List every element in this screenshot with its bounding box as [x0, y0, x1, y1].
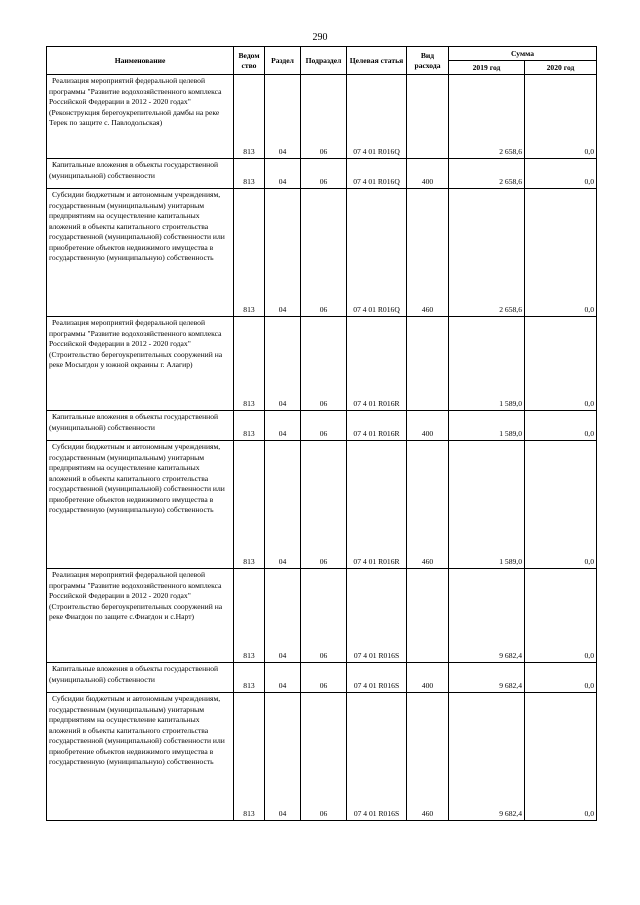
row-expense-type: 400 — [407, 411, 449, 441]
row-sum-2019: 2 658,6 — [449, 75, 525, 159]
table-row — [47, 189, 597, 317]
row-razdel: 04 — [265, 441, 301, 569]
row-podrazdel: 06 — [301, 159, 347, 189]
row-target: 07 4 01 R016R — [347, 411, 407, 441]
row-sum-2019: 1 589,0 — [449, 411, 525, 441]
row-target: 07 4 01 R016Q — [347, 75, 407, 159]
row-name: Капитальные вложения в объекты государственной (муниципальной) собственности — [47, 663, 234, 693]
row-razdel: 04 — [265, 569, 301, 663]
row-target: 07 4 01 R016S — [347, 693, 407, 821]
row-expense-type — [407, 75, 449, 159]
header-2020: 2020 год — [525, 61, 597, 75]
table-row — [47, 159, 597, 189]
row-target: 07 4 01 R016S — [347, 663, 407, 693]
row-podrazdel: 06 — [301, 693, 347, 821]
row-sum-2019: 9 682,4 — [449, 663, 525, 693]
header-name: Наименование — [47, 47, 234, 75]
row-vedomstvo: 813 — [234, 317, 265, 411]
row-sum-2019: 1 589,0 — [449, 441, 525, 569]
row-name: Реализация мероприятий федеральной целевой программы "Развитие водохозяйственного комплекса Российской Федерации в 2012 - 2020 годах" (Реконструкция берегоукрепительной дамбы на реке Терек по защите с. Павлодольская) — [47, 75, 234, 159]
page-number: 290 — [312, 32, 328, 43]
row-vedomstvo: 813 — [234, 75, 265, 159]
row-vedomstvo: 813 — [234, 569, 265, 663]
header-target: Целевая статья — [347, 47, 407, 75]
table-body — [47, 75, 597, 821]
table-row — [47, 693, 597, 821]
row-expense-type: 400 — [407, 159, 449, 189]
row-sum-2020: 0,0 — [525, 693, 597, 821]
row-sum-2020: 0,0 — [525, 441, 597, 569]
row-podrazdel: 06 — [301, 441, 347, 569]
row-podrazdel: 06 — [301, 569, 347, 663]
row-name: Субсидии бюджетным и автономным учреждениям, государственным (муниципальным) унитарным предприятиям на осуществление капитальных вложений в объекты капитального строительства государственной (муниципальной) собственности или приобретение объектов недвижимого имущества в государственную (муниципальную) собственность — [47, 693, 234, 821]
row-target: 07 4 01 R016S — [347, 569, 407, 663]
row-vedomstvo: 813 — [234, 663, 265, 693]
row-razdel: 04 — [265, 75, 301, 159]
header-vedomstvo: Ведом ство — [234, 47, 265, 75]
row-razdel: 04 — [265, 693, 301, 821]
row-name: Субсидии бюджетным и автономным учреждениям, государственным (муниципальным) унитарным предприятиям на осуществление капитальных вложений в объекты капитального строительства государственной (муниципальной) собственности или приобретение объектов недвижимого имущества в государственную (муниципальную) собственность — [47, 189, 234, 317]
row-razdel: 04 — [265, 663, 301, 693]
row-razdel: 04 — [265, 159, 301, 189]
row-podrazdel: 06 — [301, 411, 347, 441]
row-expense-type: 400 — [407, 663, 449, 693]
row-name: Капитальные вложения в объекты государственной (муниципальной) собственности — [47, 411, 234, 441]
table-row — [47, 317, 597, 411]
row-name: Субсидии бюджетным и автономным учреждениям, государственным (муниципальным) унитарным предприятиям на осуществление капитальных вложений в объекты капитального строительства государственной (муниципальной) собственности или приобретение объектов недвижимого имущества в государственную (муниципальную) собственность — [47, 441, 234, 569]
row-sum-2019: 1 589,0 — [449, 317, 525, 411]
row-name: Капитальные вложения в объекты государственной (муниципальной) собственности — [47, 159, 234, 189]
row-razdel: 04 — [265, 189, 301, 317]
row-expense-type — [407, 317, 449, 411]
row-sum-2020: 0,0 — [525, 159, 597, 189]
row-sum-2020: 0,0 — [525, 411, 597, 441]
header-razdel: Раздел — [265, 47, 301, 75]
table-row — [47, 569, 597, 663]
row-expense-type: 460 — [407, 441, 449, 569]
row-vedomstvo: 813 — [234, 189, 265, 317]
row-expense-type — [407, 569, 449, 663]
row-sum-2020: 0,0 — [525, 317, 597, 411]
budget-table — [46, 46, 597, 821]
row-target: 07 4 01 R016R — [347, 441, 407, 569]
row-target: 07 4 01 R016Q — [347, 159, 407, 189]
header-sum: Сумма — [449, 47, 597, 61]
row-podrazdel: 06 — [301, 663, 347, 693]
table-row — [47, 75, 597, 159]
header-expense-type: Вид расхода — [407, 47, 449, 75]
row-sum-2020: 0,0 — [525, 189, 597, 317]
row-razdel: 04 — [265, 411, 301, 441]
row-vedomstvo: 813 — [234, 441, 265, 569]
row-expense-type: 460 — [407, 189, 449, 317]
row-vedomstvo: 813 — [234, 411, 265, 441]
row-name: Реализация мероприятий федеральной целевой программы "Развитие водохозяйственного комплекса Российской Федерации в 2012 - 2020 годах" (Строительство берегоукрепительных сооружений на реке Мосыгдон у южной окраины г. Алагир) — [47, 317, 234, 411]
row-expense-type: 460 — [407, 693, 449, 821]
row-target: 07 4 01 R016Q — [347, 189, 407, 317]
row-sum-2020: 0,0 — [525, 75, 597, 159]
row-razdel: 04 — [265, 317, 301, 411]
row-name: Реализация мероприятий федеральной целевой программы "Развитие водохозяйственного комплекса Российской Федерации в 2012 - 2020 годах" (Строительство берегоукрепительных сооружений на реке Фиагдон по защите с.Фиагдон и с.Нарт) — [47, 569, 234, 663]
row-sum-2019: 2 658,6 — [449, 189, 525, 317]
row-podrazdel: 06 — [301, 75, 347, 159]
row-target: 07 4 01 R016R — [347, 317, 407, 411]
table-row — [47, 441, 597, 569]
row-vedomstvo: 813 — [234, 693, 265, 821]
row-podrazdel: 06 — [301, 317, 347, 411]
row-sum-2020: 0,0 — [525, 663, 597, 693]
row-podrazdel: 06 — [301, 189, 347, 317]
table-row — [47, 663, 597, 693]
row-sum-2019: 9 682,4 — [449, 693, 525, 821]
table-row — [47, 411, 597, 441]
row-sum-2020: 0,0 — [525, 569, 597, 663]
header-2019: 2019 год — [449, 61, 525, 75]
row-sum-2019: 9 682,4 — [449, 569, 525, 663]
row-sum-2019: 2 658,6 — [449, 159, 525, 189]
header-podrazdel: Подраздел — [301, 47, 347, 75]
row-vedomstvo: 813 — [234, 159, 265, 189]
